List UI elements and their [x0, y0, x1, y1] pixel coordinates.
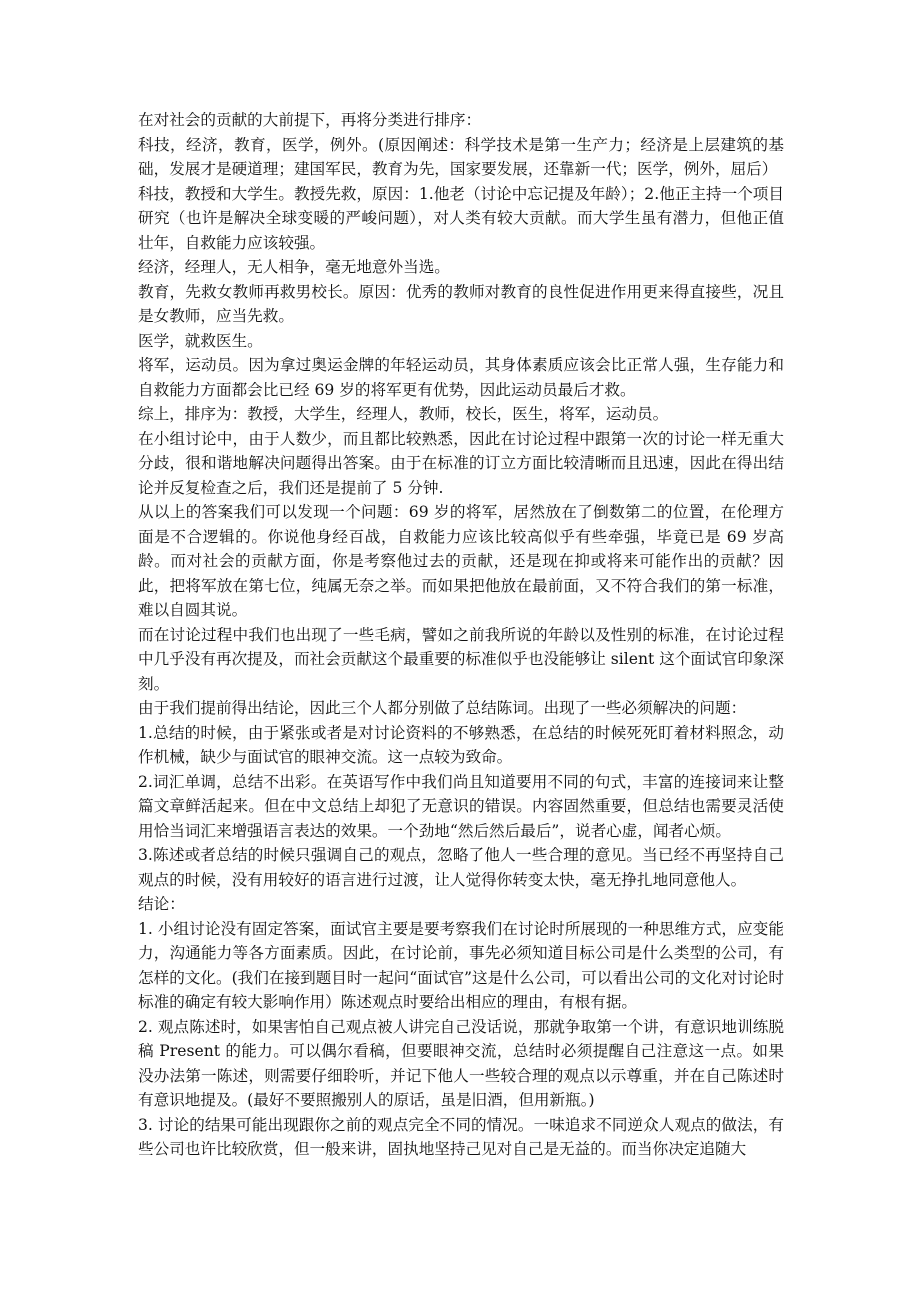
paragraph: 2.词汇单调，总结不出彩。在英语写作中我们尚且知道要用不同的句式，丰富的连接词来让整篇文章鲜活起来。但在中文总结上却犯了无意识的错误。内容固然重要，但总结也需要灵活使用恰当词汇来增强语言表达的效果。一个劲地“然后然后最后”，说者心虚，闻者心烦。 — [138, 772, 784, 840]
paragraph: 将军，运动员。因为拿过奥运金牌的年轻运动员，其身体素质应该会比正常人强，生存能力和自救能力方面都会比已经 69 岁的将军更有优势，因此运动员最后才救。 — [138, 356, 784, 399]
paragraph: 1.总结的时候，由于紧张或者是对讨论资料的不够熟悉，在总结的时候死死盯着材料照念，动作机械，缺少与面试官的眼神交流。这一点较为致命。 — [138, 723, 784, 766]
paragraph: 在对社会的贡献的大前提下，再将分类进行排序： — [138, 111, 482, 129]
paragraph: 从以上的答案我们可以发现一个问题：69 岁的将军，居然放在了倒数第二的位置，在伦理方面是不合逻辑的。你说他身经百战，自救能力应该比较高似乎有些牵强，毕竟已是 69 岁高龄。而对社会的贡献方面，你是考察他过去的贡献，还是现在抑或将来可能作出的贡献？因此，把将军放在第七位，纯属无奈之举。而如果把他放在最前面，又不符合我们的第一标准，难以自圆其说。 — [138, 503, 784, 619]
paragraph: 在小组讨论中，由于人数少，而且都比较熟悉，因此在讨论过程中跟第一次的讨论一样无重大分歧，很和谐地解决问题得出答案。由于在标准的订立方面比较清晰而且迅速，因此在得出结论并反复检查之后，我们还是提前了 5 分钟. — [138, 429, 784, 497]
paragraph: 经济，经理人，无人相争，毫无地意外当选。 — [138, 258, 450, 276]
paragraph: 科技，经济，教育，医学，例外。(原因阐述：科学技术是第一生产力；经济是上层建筑的基础，发展才是硬道理；建国军民，教育为先，国家要发展，还靠新一代；医学，例外，屈后） — [138, 135, 784, 178]
paragraph: 科技，教授和大学生。教授先救，原因：1.他老（讨论中忘记提及年龄）；2.他正主持一个项目研究（也许是解决全球变暖的严峻问题），对人类有较大贡献。而大学生虽有潜力，但他正值壮年，自救能力应该较强。 — [138, 184, 784, 252]
paragraph: 3.陈述或者总结的时候只强调自己的观点，忽略了他人一些合理的意见。当已经不再坚持自己观点的时候，没有用较好的语言进行过渡，让人觉得你转变太快，毫无挣扎地同意他人。 — [138, 846, 784, 889]
paragraph: 而在讨论过程中我们也出现了一些毛病，譬如之前我所说的年龄以及性别的标准，在讨论过程中几乎没有再次提及，而社会贡献这个最重要的标准似乎也没能够让 silent 这个面试官印象深刻。 — [138, 625, 784, 693]
section-heading: 结论： — [138, 895, 185, 913]
paragraph: 由于我们提前得出结论，因此三个人都分别做了总结陈词。出现了一些必须解决的问题： — [138, 699, 747, 717]
paragraph: 医学，就救医生。 — [138, 331, 263, 350]
paragraph: 1. 小组讨论没有固定答案，面试官主要是要考察我们在讨论时所展现的一种思维方式，应变能力，沟通能力等各方面素质。因此，在讨论前，事先必须知道目标公司是什么类型的公司，有怎样的文化。(我们在接到题目时一起问“面试官”这是什么公司，可以看出公司的文化对讨论时标准的确定有较大影响作用）陈述观点时要给出相应的理由，有根有据。 — [138, 919, 784, 1011]
document-page — [138, 108, 784, 1162]
paragraph: 教育，先救女教师再救男校长。原因：优秀的教师对教育的良性促进作用更来得直接些，况且是女教师，应当先救。 — [138, 282, 784, 325]
paragraph: 3. 讨论的结果可能出现跟你之前的观点完全不同的情况。一味追求不同逆众人观点的做法，有些公司也许比较欣赏，但一般来讲，固执地坚持己见对自己是无益的。而当你决定追随大 — [138, 1115, 784, 1158]
paragraph: 综上，排序为：教授，大学生，经理人，教师，校长，医生，将军，运动员。 — [138, 405, 669, 423]
paragraph: 2. 观点陈述时，如果害怕自己观点被人讲完自己没话说，那就争取第一个讲，有意识地训练脱稿 Present 的能力。可以偶尔看稿，但要眼神交流，总结时必须提醒自己注意这一点。如果没办法第一陈述，则需要仔细聆听，并记下他人一些较合理的观点以示尊重，并在自己陈述时有意识地提及。(最好不要照搬别人的原话，虽是旧酒，但用新瓶。) — [138, 1017, 784, 1109]
